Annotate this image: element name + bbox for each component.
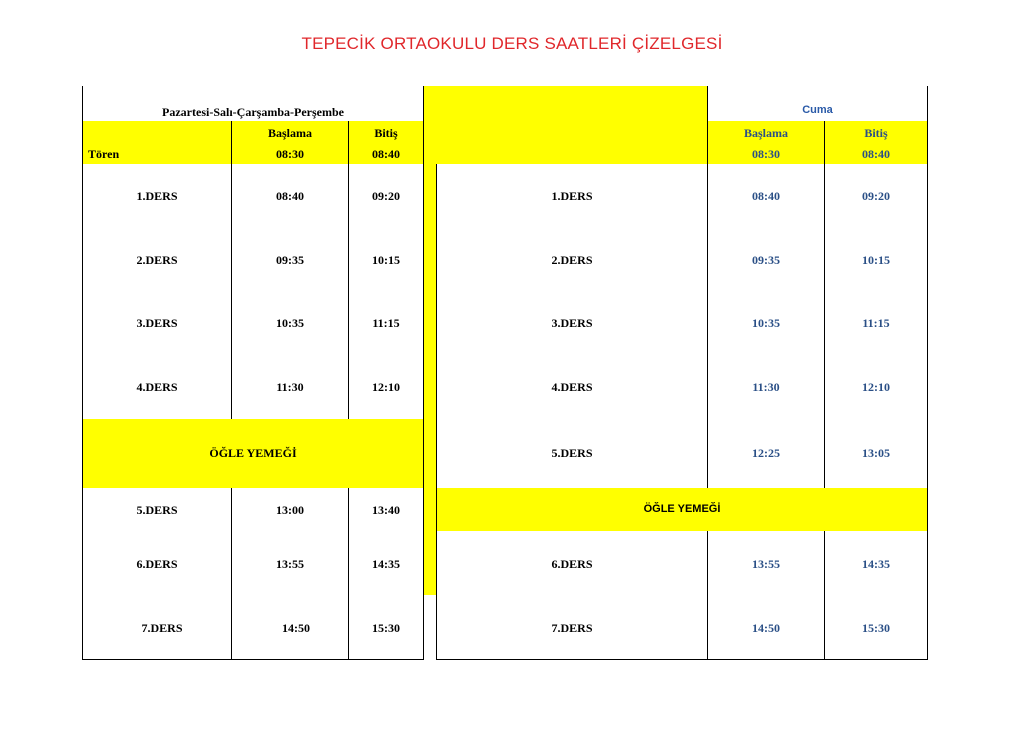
right-lesson-start: 12:25 [752,446,780,460]
left-lesson-start: 08:40 [276,189,304,203]
page-title: TEPECİK ORTAOKULU DERS SAATLERİ ÇİZELGESİ [301,34,723,53]
right-lesson-label: 3.DERS [551,316,593,330]
left-days-header: Pazartesi-Salı-Çarşamba-Perşembe [162,105,344,119]
grid-line [436,164,437,660]
right-lesson-start: 09:35 [752,253,780,267]
grid-line [423,86,424,660]
left-lesson-end: 12:10 [372,380,400,394]
left-lesson-start: 11:30 [276,380,304,394]
right-lesson-end: 15:30 [862,621,890,635]
left-lesson-start: 09:35 [276,253,304,267]
left-start-header: Başlama [267,126,312,140]
right-lesson-start: 14:50 [752,621,780,635]
right-lesson-start: 08:40 [752,189,780,203]
left-lesson-start: 13:00 [276,503,304,517]
left-ceremony-start: 08:30 [276,147,304,161]
grid-line [824,121,825,488]
left-lesson-label: 2.DERS [136,253,178,267]
left-ceremony-end: 08:40 [372,147,400,161]
right-start-header: Başlama [743,126,788,140]
right-ceremony-end: 08:40 [862,147,890,161]
right-ceremony-start: 08:30 [752,147,780,161]
ceremony-label: Tören [88,147,120,161]
grid-line [348,121,349,419]
grid-line [436,659,928,660]
grid-line [824,531,825,660]
grid-line [231,121,232,419]
left-lunch-label: ÖĞLE YEMEĞİ [209,446,297,460]
right-lesson-label: 7.DERS [551,621,593,635]
left-lesson-label: 4.DERS [136,380,178,394]
left-lesson-start: 10:35 [276,316,304,330]
right-lesson-label: 6.DERS [551,557,593,571]
right-lesson-end: 11:15 [862,316,890,330]
left-lesson-label: 1.DERS [136,189,178,203]
right-lesson-label: 1.DERS [551,189,593,203]
right-lesson-end: 14:35 [862,557,890,571]
left-lesson-end: 14:35 [372,557,400,571]
right-lesson-end: 09:20 [862,189,890,203]
friday-header: Cuma [802,104,833,116]
left-lesson-end: 10:15 [372,253,400,267]
grid-line [82,86,83,660]
left-lesson-end: 11:15 [372,316,400,330]
left-end-header: Bitiş [374,126,398,140]
left-lesson-label: 3.DERS [136,316,178,330]
left-lesson-start: 14:50 [282,621,310,635]
left-lesson-end: 15:30 [372,621,400,635]
right-end-header: Bitiş [864,126,888,140]
left-lesson-start: 13:55 [276,557,304,571]
right-lesson-end: 12:10 [862,380,890,394]
left-lesson-end: 09:20 [372,189,400,203]
right-lesson-label: 5.DERS [551,446,593,460]
left-lesson-label: 5.DERS [136,503,178,517]
right-lesson-label: 2.DERS [551,253,593,267]
middle-yellow-block [424,86,707,164]
right-lunch-label: ÖĞLE YEMEĞİ [643,503,721,515]
left-lesson-end: 13:40 [372,503,400,517]
right-lesson-end: 13:05 [862,446,890,460]
right-lesson-start: 10:35 [752,316,780,330]
grid-line [82,659,424,660]
right-lesson-label: 4.DERS [551,380,593,394]
grid-line [927,86,928,660]
right-lesson-start: 13:55 [752,557,780,571]
left-lesson-label: 7.DERS [141,621,183,635]
left-lesson-label: 6.DERS [136,557,178,571]
right-lesson-start: 11:30 [752,380,780,394]
right-lesson-end: 10:15 [862,253,890,267]
grid-line [707,531,708,660]
